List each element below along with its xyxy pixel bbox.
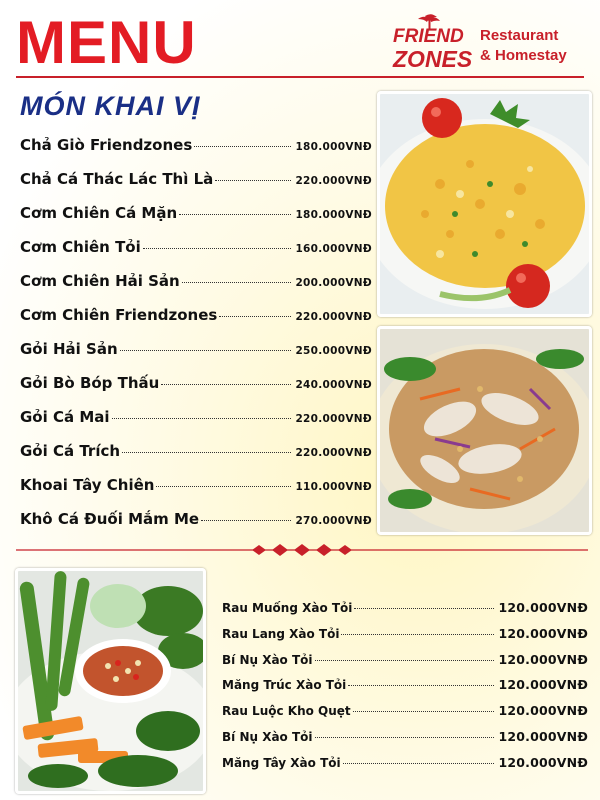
dot-leader xyxy=(156,486,291,487)
menu-item-price: 120.000VNĐ xyxy=(498,703,588,719)
menu-item-price: 160.000VNĐ xyxy=(295,243,372,255)
menu-item-name: Cơm Chiên Friendzones xyxy=(20,306,218,324)
menu-item xyxy=(20,408,372,432)
dot-leader xyxy=(343,763,495,764)
dot-leader xyxy=(201,520,291,521)
fried-rice-photo xyxy=(377,91,592,317)
dot-leader xyxy=(120,350,292,351)
menu-item xyxy=(20,272,372,296)
menu-item-price: 220.000VNĐ xyxy=(295,447,372,459)
menu-item-name: Măng Trúc Xào Tỏi xyxy=(222,678,347,693)
menu-item-name: Gỏi Bò Bóp Thấu xyxy=(20,374,160,392)
dot-leader xyxy=(219,316,291,317)
dot-leader xyxy=(354,608,494,609)
menu-item xyxy=(20,170,372,194)
menu-item-price: 110.000VNĐ xyxy=(295,481,372,493)
tagline-restaurant: Restaurant xyxy=(480,27,559,44)
menu-item-name: Gỏi Hải Sản xyxy=(20,340,118,358)
svg-text:FRIEND: FRIEND xyxy=(393,26,464,47)
logo-tagline xyxy=(480,26,567,66)
menu-item-price: 120.000VNĐ xyxy=(498,677,588,693)
menu-item-price: 120.000VNĐ xyxy=(498,600,588,615)
menu-item xyxy=(20,136,372,160)
menu-item xyxy=(222,677,588,697)
dot-leader xyxy=(315,660,495,661)
dot-leader xyxy=(143,248,292,249)
dot-leader xyxy=(182,282,292,283)
section-title-khai-vi: MÓN KHAI VỊ xyxy=(20,91,201,121)
menu-item xyxy=(20,510,372,534)
menu-item xyxy=(20,204,372,228)
menu-item-price: 120.000VNĐ xyxy=(498,754,588,770)
header-divider xyxy=(16,76,584,78)
menu-item xyxy=(20,238,372,262)
menu-item xyxy=(20,476,372,500)
menu-item-price: 250.000VNĐ xyxy=(295,345,372,357)
menu-item-price: 270.000VNĐ xyxy=(295,515,372,527)
dot-leader xyxy=(215,180,291,181)
menu-item xyxy=(20,442,372,466)
menu-item xyxy=(222,600,588,620)
dot-leader xyxy=(179,214,291,215)
svg-text:ZONES: ZONES xyxy=(393,46,473,72)
menu-item-name: Chả Giò Friendzones xyxy=(20,136,193,154)
menu-item-name: Măng Tây Xào Tỏi xyxy=(222,755,341,770)
menu-item-price: 120.000VNĐ xyxy=(498,651,588,667)
dot-leader xyxy=(122,452,291,453)
menu-item-name: Gỏi Cá Trích xyxy=(20,442,121,460)
menu-item-name: Khoai Tây Chiên xyxy=(20,476,155,494)
menu-item-price: 220.000VNĐ xyxy=(295,175,372,187)
vegetables-photo xyxy=(15,568,206,794)
dot-leader xyxy=(161,384,291,385)
menu-item-name: Khô Cá Đuối Mắm Me xyxy=(20,510,200,528)
menu-item xyxy=(20,340,372,364)
menu-item xyxy=(20,306,372,330)
menu-item-name: Rau Lang Xào Tỏi xyxy=(222,626,340,641)
menu-item xyxy=(222,626,588,646)
dot-leader xyxy=(341,634,494,635)
menu-item-price: 240.000VNĐ xyxy=(295,379,372,391)
menu-item-name: Bí Nụ Xào Tỏi xyxy=(222,652,313,667)
section-divider xyxy=(16,543,588,557)
dot-leader xyxy=(112,418,292,419)
menu-item-name: Cơm Chiên Hải Sản xyxy=(20,272,180,290)
menu-item-name: Cơm Chiên Cá Mặn xyxy=(20,204,178,222)
menu-item xyxy=(20,374,372,398)
menu-item-name: Rau Luộc Kho Quẹt xyxy=(222,704,351,719)
palm-tree-logo-icon xyxy=(385,12,480,74)
menu-item-price: 120.000VNĐ xyxy=(498,625,588,641)
menu-item-price: 180.000VNĐ xyxy=(295,141,372,153)
menu-item-name: Chả Cá Thác Lác Thì Là xyxy=(20,170,214,188)
menu-item-price: 120.000VNĐ xyxy=(498,729,588,744)
tagline-homestay: & Homestay xyxy=(480,47,567,64)
menu-item-price: 200.000VNĐ xyxy=(295,277,372,289)
menu-item xyxy=(222,703,588,723)
menu-item-name: Rau Muống Xào Tỏi xyxy=(222,601,353,615)
menu-item-name: Gỏi Cá Mai xyxy=(20,408,110,426)
menu-item-name: Cơm Chiên Tỏi xyxy=(20,238,141,256)
menu-item xyxy=(222,652,588,672)
dot-leader xyxy=(315,737,495,738)
menu-item-name: Bí Nụ Xào Tỏi xyxy=(222,730,313,744)
menu-item-price: 220.000VNĐ xyxy=(295,311,372,323)
menu-item xyxy=(222,729,588,749)
menu-item-price: 180.000VNĐ xyxy=(295,209,372,221)
dot-leader xyxy=(194,146,291,147)
seafood-salad-photo xyxy=(377,326,592,535)
menu-item-price: 220.000VNĐ xyxy=(295,413,372,425)
dot-leader xyxy=(353,711,495,712)
menu-title: MENU xyxy=(16,9,197,76)
restaurant-logo xyxy=(385,12,595,74)
menu-item xyxy=(222,755,588,775)
dot-leader xyxy=(348,685,494,686)
